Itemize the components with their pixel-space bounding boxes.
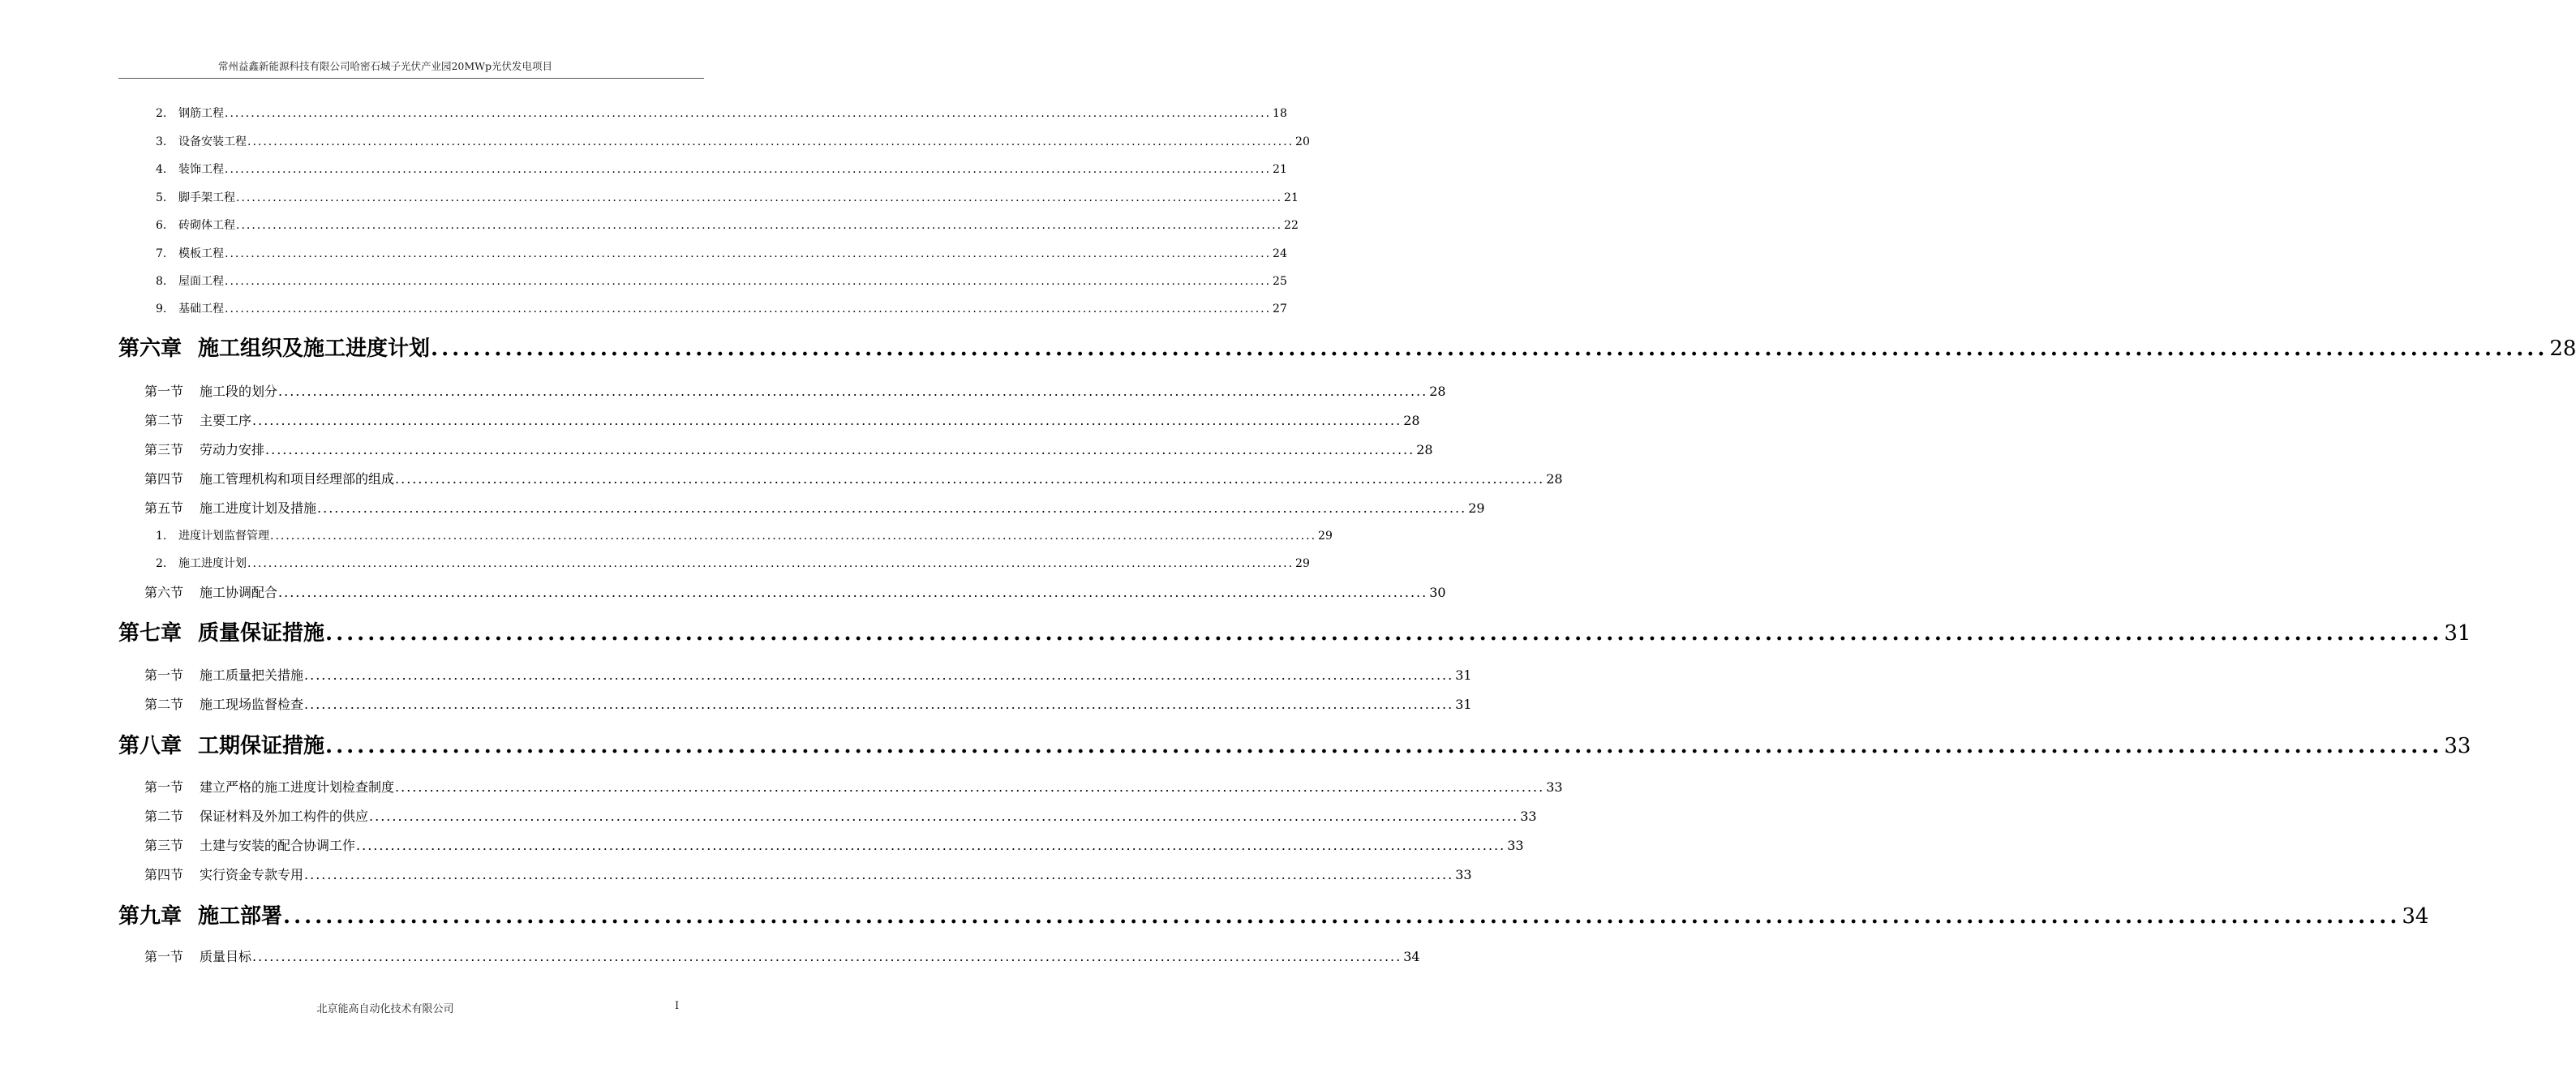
toc-entry-number: 第九章 (118, 904, 182, 929)
toc-entry-section[interactable] (144, 865, 1472, 882)
toc-entry-title: 基础工程 (178, 303, 224, 315)
toc-entry-title: 模板工程 (178, 247, 224, 260)
toc-entry-title: 屋面工程 (178, 275, 224, 288)
toc-entry-number: 第六节 (144, 585, 184, 600)
toc-entry-title: 钢筋工程 (178, 107, 224, 120)
toc-entry-label (144, 582, 277, 601)
toc-dot-leader: ........................................................................................................................................................................................................ (225, 107, 1272, 120)
toc-entry-number: 第八章 (118, 734, 182, 758)
toc-entry-page: 31 (1455, 667, 1472, 683)
toc-dot-leader: ........................................................................................................................................................................................................ (252, 413, 1402, 428)
toc-dot-leader: ........................................................................................................................................................................................................ (247, 135, 1294, 148)
toc-entry-label (144, 440, 264, 458)
toc-entry-page: 31 (2444, 621, 2471, 646)
toc-entry-item[interactable] (156, 217, 1299, 232)
toc-entry-label (156, 217, 235, 233)
toc-dot-leader: ........................................................................................................................................................................................................ (304, 667, 1454, 683)
toc-entry-item[interactable] (156, 189, 1299, 204)
toc-entry-number: 第六章 (118, 337, 182, 361)
toc-entry-title: 工期保证措施 (198, 734, 325, 758)
header-rule (118, 78, 704, 79)
toc-entry-label (144, 777, 394, 796)
toc-entry-number: 第五节 (144, 500, 184, 516)
toc-entry-number: 第二节 (144, 809, 184, 824)
toc-entry-title: 施工质量把关措施 (200, 667, 304, 683)
toc-entry-chapter[interactable] (118, 729, 2471, 758)
toc-dot-leader: ........................................................................................................................................................................................................ (356, 838, 1506, 853)
toc-entry-label (144, 498, 316, 517)
toc-entry-title: 施工部署 (198, 904, 283, 929)
toc-dot-leader: ........................................................................................................................................................................................................ (325, 734, 2443, 758)
toc-entry-section[interactable] (144, 835, 1524, 853)
toc-entry-chapter[interactable] (118, 616, 2471, 646)
toc-entry-number: 8. (156, 275, 167, 288)
toc-dot-leader: ........................................................................................................................................................................................................ (278, 585, 1428, 600)
toc-entry-title: 保证材料及外加工构件的供应 (200, 809, 369, 824)
toc-entry-title: 施工现场监督检查 (200, 697, 304, 712)
toc-entry-page: 28 (1403, 413, 1420, 428)
toc-dot-leader: ........................................................................................................................................................................................................ (304, 697, 1454, 712)
toc-entry-number: 第四节 (144, 471, 184, 487)
toc-entry-label (156, 300, 224, 316)
toc-entry-label (156, 189, 235, 205)
toc-entry-page: 28 (1416, 442, 1433, 457)
toc-dot-leader: ........................................................................................................................................................................................................ (225, 303, 1272, 315)
toc-entry-page: 27 (1273, 303, 1287, 315)
toc-entry-number: 3. (156, 135, 167, 148)
toc-entry-title: 设备安装工程 (178, 135, 247, 148)
toc-entry-title: 施工进度计划 (178, 557, 247, 570)
toc-entry-label (156, 245, 224, 261)
toc-entry-label (118, 899, 282, 929)
toc-entry-item[interactable] (156, 555, 1310, 570)
toc-entry-section[interactable] (144, 777, 1563, 795)
toc-entry-title: 实行资金专款专用 (200, 867, 304, 882)
toc-entry-title: 装饰工程 (178, 163, 224, 176)
toc-dot-leader: ........................................................................................................................................................................................................ (369, 809, 1519, 824)
toc-entry-page: 33 (1520, 809, 1537, 824)
toc-entry-section[interactable] (144, 410, 1420, 428)
toc-entry-page: 18 (1273, 107, 1287, 120)
toc-entry-number: 9. (156, 303, 167, 315)
toc-entry-number: 2. (156, 557, 167, 570)
toc-entry-item[interactable] (156, 133, 1310, 148)
toc-entry-label (156, 133, 247, 149)
toc-entry-page: 29 (1318, 530, 1333, 543)
toc-entry-page: 24 (1273, 247, 1287, 260)
toc-entry-title: 施工进度计划及措施 (200, 500, 317, 516)
toc-entry-chapter[interactable] (118, 332, 2576, 361)
toc-entry-item[interactable] (156, 161, 1287, 176)
toc-entry-page: 20 (1295, 135, 1310, 148)
toc-entry-page: 33 (2444, 734, 2471, 758)
toc-entry-section[interactable] (144, 440, 1433, 457)
toc-entry-section[interactable] (144, 946, 1420, 964)
toc-dot-leader: ........................................................................................................................................................................................................ (265, 442, 1415, 457)
toc-dot-leader: ........................................................................................................................................................................................................ (317, 500, 1467, 516)
toc-entry-label (144, 665, 303, 684)
toc-entry-section[interactable] (144, 498, 1485, 516)
toc-entry-number: 第三节 (144, 442, 184, 457)
toc-dot-leader: ........................................................................................................................................................................................................ (236, 219, 1283, 232)
toc-entry-label (156, 272, 224, 289)
toc-entry-number: 第一节 (144, 949, 184, 964)
toc-entry-page: 33 (1455, 867, 1472, 882)
toc-entry-label (144, 469, 394, 487)
toc-entry-label (118, 616, 324, 646)
toc-entry-page: 30 (1429, 585, 1446, 600)
toc-entry-title: 施工组织及施工进度计划 (198, 337, 431, 361)
toc-entry-page: 22 (1284, 219, 1299, 232)
toc-entry-label (156, 555, 247, 571)
toc-dot-leader: ........................................................................................................................................................................................................ (395, 779, 1545, 795)
toc-entry-number: 第一节 (144, 384, 184, 399)
toc-entry-number: 第一节 (144, 667, 184, 683)
toc-dot-leader: ........................................................................................................................................................................................................ (225, 275, 1272, 288)
toc-entry-number: 1. (156, 530, 167, 543)
toc-entry-number: 第二节 (144, 413, 184, 428)
toc-entry-label (144, 381, 277, 400)
toc-entry-page: 33 (1546, 779, 1563, 795)
toc-entry-number: 第七章 (118, 621, 182, 646)
toc-entry-title: 施工段的划分 (200, 384, 278, 399)
toc-entry-page: 29 (1295, 557, 1310, 570)
toc-entry-label (156, 527, 269, 543)
toc-entry-section[interactable] (144, 582, 1446, 600)
toc-entry-number: 第四节 (144, 867, 184, 882)
toc-entry-item[interactable] (156, 105, 1287, 120)
toc-entry-number: 2. (156, 107, 167, 120)
toc-entry-title: 质量保证措施 (198, 621, 325, 646)
toc-entry-page: 28 (1546, 471, 1563, 487)
toc-entry-title: 脚手架工程 (178, 191, 235, 204)
toc-entry-page: 31 (1455, 697, 1472, 712)
toc-entry-number: 第三节 (144, 838, 184, 853)
toc-entry-number: 5. (156, 191, 167, 204)
toc-entry-label (144, 946, 251, 965)
toc-dot-leader: ........................................................................................................................................................................................................ (236, 191, 1283, 204)
toc-dot-leader: ........................................................................................................................................................................................................ (304, 867, 1454, 882)
toc-entry-title: 劳动力安排 (200, 442, 265, 457)
toc-dot-leader: ........................................................................................................................................................................................................ (270, 530, 1317, 543)
toc-entry-label (144, 410, 251, 429)
toc-entry-title: 质量目标 (200, 949, 252, 964)
toc-entry-section[interactable] (144, 381, 1446, 399)
toc-entry-title: 施工管理机构和项目经理部的组成 (200, 471, 395, 487)
toc-entry-title: 砖砌体工程 (178, 219, 235, 232)
page-footer-page-number: I (675, 1000, 680, 1012)
toc-entry-item[interactable] (156, 300, 1287, 315)
toc-entry-page: 29 (1468, 500, 1485, 516)
toc-entry-section[interactable] (144, 665, 1472, 683)
toc-entry-label (144, 835, 355, 854)
toc-entry-title: 主要工序 (200, 413, 252, 428)
toc-entry-page: 21 (1284, 191, 1299, 204)
toc-entry-number: 7. (156, 247, 167, 260)
toc-entry-item[interactable] (156, 272, 1287, 288)
toc-entry-title: 土建与安装的配合协调工作 (200, 838, 356, 853)
toc-entry-label (118, 729, 324, 759)
page-header: 常州益鑫新能源科技有限公司哈密石城子光伏产业园20MWp光伏发电项目 (217, 60, 553, 72)
toc-dot-leader: ........................................................................................................................................................................................................ (225, 163, 1272, 176)
toc-entry-section[interactable] (144, 694, 1472, 712)
toc-entry-label (156, 161, 224, 177)
toc-entry-section[interactable] (144, 469, 1563, 487)
toc-entry-page: 28 (2549, 337, 2576, 361)
toc-entry-page: 33 (1507, 838, 1524, 853)
toc-entry-label (118, 332, 430, 362)
toc-entry-page: 34 (2402, 904, 2429, 929)
toc-entry-label (144, 806, 368, 825)
toc-entry-page: 28 (1429, 384, 1446, 399)
toc-entry-page: 21 (1273, 163, 1287, 176)
toc-dot-leader: ........................................................................................................................................................................................................ (395, 471, 1545, 487)
page-footer-company: 北京能高自动化技术有限公司 (316, 1003, 454, 1015)
toc-entry-title: 建立严格的施工进度计划检查制度 (200, 779, 395, 795)
toc-entry-number: 4. (156, 163, 167, 176)
toc-dot-leader: ........................................................................................................................................................................................................ (325, 621, 2443, 646)
toc-dot-leader: ........................................................................................................................................................................................................ (225, 247, 1272, 260)
toc-dot-leader: ........................................................................................................................................................................................................ (283, 904, 2401, 929)
toc-dot-leader: ........................................................................................................................................................................................................ (431, 337, 2548, 361)
toc-entry-page: 25 (1273, 275, 1287, 288)
toc-dot-leader: ........................................................................................................................................................................................................ (252, 949, 1402, 964)
toc-entry-label (156, 105, 224, 121)
toc-entry-page: 34 (1403, 949, 1420, 964)
toc-dot-leader: ........................................................................................................................................................................................................ (247, 557, 1294, 570)
toc-entry-number: 第二节 (144, 697, 184, 712)
toc-entry-item[interactable] (156, 527, 1333, 543)
toc-entry-item[interactable] (156, 245, 1287, 260)
toc-entry-number: 第一节 (144, 779, 184, 795)
toc-entry-chapter[interactable] (118, 899, 2429, 929)
toc-entry-section[interactable] (144, 806, 1537, 824)
toc-entry-title: 进度计划监督管理 (178, 530, 269, 543)
toc-entry-label (144, 694, 303, 713)
toc-entry-title: 施工协调配合 (200, 585, 278, 600)
toc-entry-label (144, 865, 303, 883)
toc-dot-leader: ........................................................................................................................................................................................................ (278, 384, 1428, 399)
toc-entry-number: 6. (156, 219, 167, 232)
